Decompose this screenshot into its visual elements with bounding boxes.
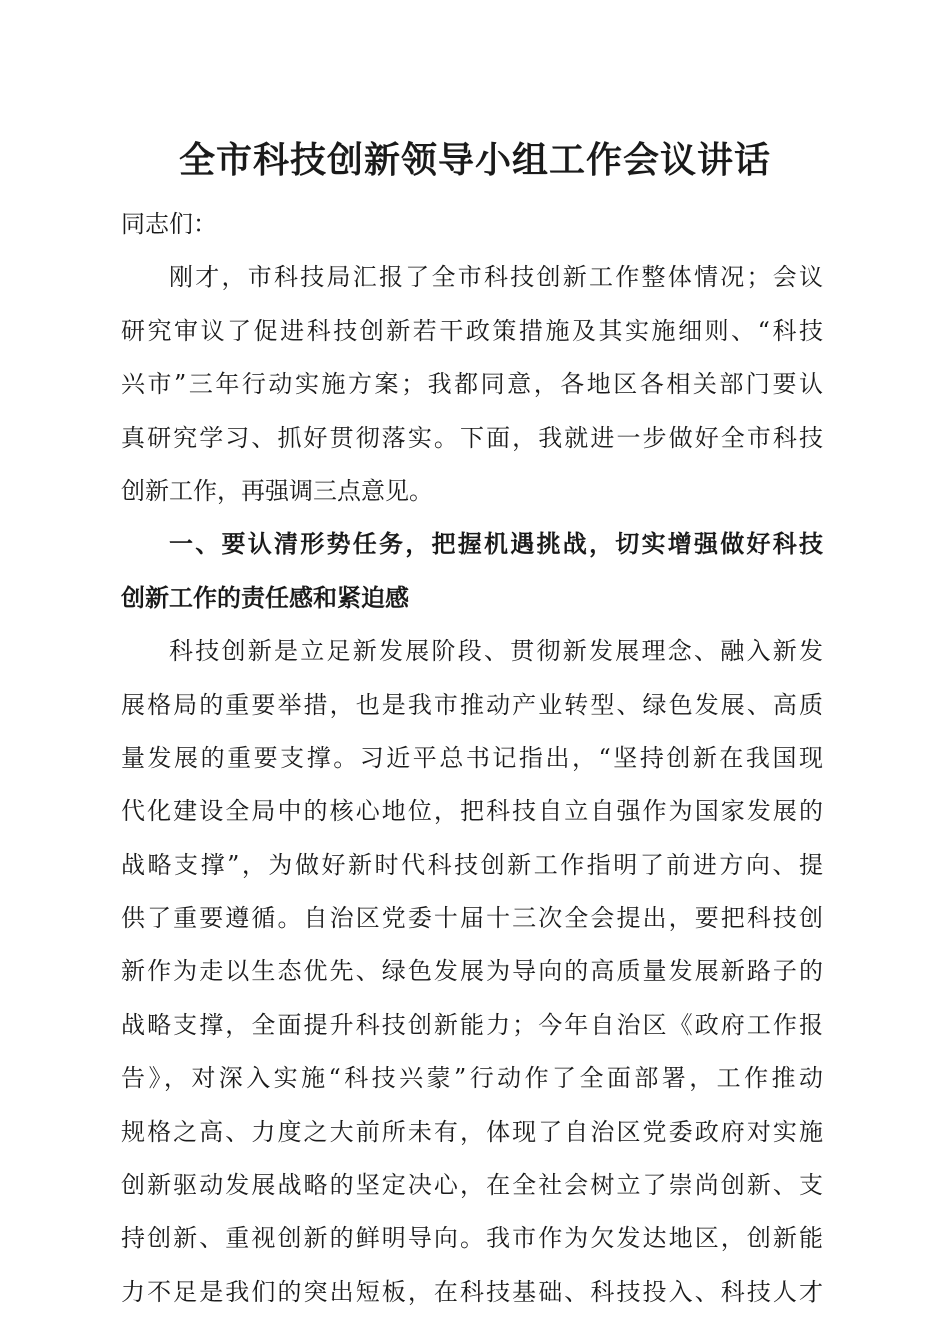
paragraph-line: 代化建设全局中的核心地位，把科技自立自强作为国家发展的 [121,797,823,826]
paragraph-line: 供了重要遵循。自治区党委十届十三次全会提出，要把科技创 [121,904,823,933]
paragraph-line: 新作为走以生态优先、绿色发展为导向的高质量发展新路子的 [121,957,823,986]
paragraph-line: 兴市”三年行动实施方案；我都同意，各地区各相关部门要认 [121,370,823,399]
paragraph-line: 告》，对深入实施“科技兴蒙”行动作了全面部署，工作推动 [121,1064,823,1093]
document-body [121,198,823,1319]
paragraph-line: 持创新、重视创新的鲜明导向。我市作为欠发达地区，创新能 [121,1224,823,1253]
section-heading-line: 创新工作的责任感和紧迫感 [121,583,409,612]
paragraph-line: 真研究学习、抓好贯彻落实。下面，我就进一步做好全市科技 [121,423,823,452]
paragraph-line: 量发展的重要支撑。习近平总书记指出，“坚持创新在我国现 [121,743,823,772]
paragraph-line: 研究审议了促进科技创新若干政策措施及其实施细则、“科技 [121,316,823,345]
paragraph-line: 创新驱动发展战略的坚定决心，在全社会树立了崇尚创新、支 [121,1171,823,1200]
paragraph-line: 科技创新是立足新发展阶段、贯彻新发展理念、融入新发 [169,637,823,666]
salutation: 同志们： [121,210,217,238]
paragraph-line: 战略支撑”，为做好新时代科技创新工作指明了前进方向、提 [121,850,823,879]
paragraph-line: 力不足是我们的突出短板，在科技基础、科技投入、科技人才 [121,1277,823,1306]
paragraph-line: 展格局的重要举措，也是我市推动产业转型、绿色发展、高质 [121,690,823,719]
document-title: 全市科技创新领导小组工作会议讲话 [178,139,771,181]
paragraph-line: 战略支撑，全面提升科技创新能力；今年自治区《政府工作报 [121,1010,823,1039]
paragraph-line: 创新工作，再强调三点意见。 [121,476,433,505]
paragraph-line: 规格之高、力度之大前所未有，体现了自治区党委政府对实施 [121,1117,823,1146]
section-heading-line: 一、要认清形势任务，把握机遇挑战，切实增强做好科技 [169,530,823,559]
paragraph-line: 刚才，市科技局汇报了全市科技创新工作整体情况；会议 [169,263,823,292]
